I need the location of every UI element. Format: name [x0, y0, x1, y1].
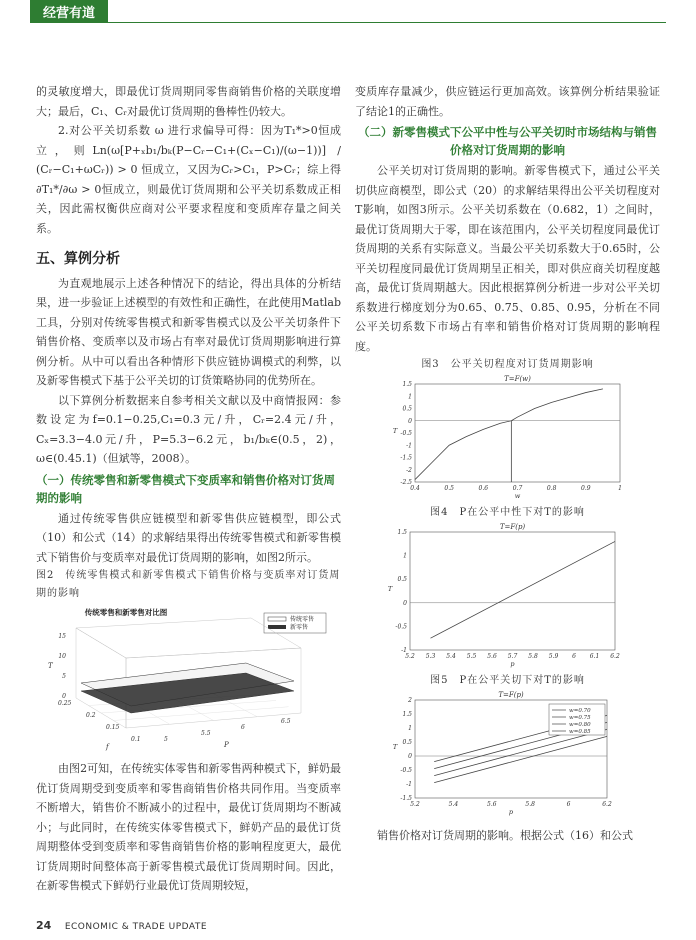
- subsection-heading: （二）新零售模式下公平中性与公平关切时市场结构与销售价格对订货周期的影响: [358, 125, 657, 157]
- paragraph: 变质库存量减少，供应链运行更加高效。该算例分析结果验证了结论1的正确性。: [355, 85, 660, 118]
- legend-label: w=0.80: [569, 722, 591, 728]
- x-tick-label: 5.9: [548, 653, 559, 660]
- y-axis-label: T: [392, 427, 398, 435]
- y-tick-label: -1: [401, 647, 407, 654]
- x-tick-label: 5.5: [466, 653, 477, 660]
- chart-title: T=F(p): [499, 523, 526, 531]
- y-tick-label: 0: [403, 599, 407, 607]
- y-tick-label: -1.5: [400, 454, 412, 462]
- paragraph: 销售价格对订货周期的影响。根据公式（16）和公式: [377, 829, 633, 842]
- y-tick-label: 5.5: [201, 730, 211, 737]
- paragraph: 以下算例分析数据来自参考相关文献以及中商情报网：参数设定为f=0.1−0.25,C₁=0.3元/升，Cᵣ=2.4元/升，Cₓ=3.3−4.0元/升，P=5.3−6.2元，b₁/bₖ∈(0.5，2)，ω∈(0.45.1)（但斌等，2008）。: [36, 393, 341, 465]
- x-tick-label: 6.2: [602, 801, 612, 808]
- y-tick-label: 0: [408, 417, 412, 425]
- y-tick-label: -1: [406, 442, 412, 450]
- chart-title: T=F(p): [498, 691, 524, 699]
- x-axis-label: p: [510, 660, 515, 668]
- y-tick-label: 1: [403, 552, 407, 560]
- z-tick-label: 15: [58, 633, 66, 640]
- x-tick-label: 5.8: [525, 801, 535, 808]
- x-tick-label: 1: [618, 485, 622, 492]
- z-tick-label: 10: [58, 653, 66, 660]
- x-tick-label: 5.6: [487, 801, 497, 808]
- x-tick-label: 5.7: [507, 653, 518, 660]
- right-column: [355, 82, 660, 846]
- y-tick-label: 0: [408, 753, 412, 760]
- x-tick-label: 5.3: [425, 653, 436, 660]
- y-tick-label: 2: [408, 697, 412, 704]
- x-tick-label: 0.2: [86, 712, 96, 719]
- y-tick-label: 1.5: [397, 529, 407, 536]
- figure-4-chart: [355, 522, 660, 672]
- paragraph: 2.对公平关切系数 ω 进行求偏导可得：因为T₁*>0恒成立，则Ln(ω[P+ₓb₁/bₖ(P−Cᵣ−C₁+(Cₓ−C₁)/(ω−1))] / (Cᵣ−C₁+ωCᵣ)) > 0 恒成立，又因为Cᵣ>C₁，P>Cᵣ；综上得 ∂T₁*/∂ω > 0恒成立，则最优订货周期和公平关切系数成正相关，因此需权衡供应商对公平要求程度和变质库存量之间关系。: [36, 124, 341, 235]
- header-rule: [30, 22, 666, 23]
- x-tick-label: 6: [566, 801, 571, 808]
- x-tick-label: 5.4: [448, 801, 459, 808]
- paragraph: 为直观地展示上述各种情况下的结论，得出具体的分析结果，进一步验证上述模型的有效性和正确性，在此使用Matlab工具，分别对传统零售模式和新零售模式以及公平关切条件下销售价格、变质率以及市场占有率对最优订货周期影响进行算例分析。从中可以看出各种情形下供应链协调模式的利弊，以及新零售模式下基于公平关切的订货策略协同的优势所在。: [36, 276, 341, 387]
- y-tick-label: 0.5: [402, 405, 412, 413]
- legend-label: w=0.70: [569, 708, 591, 714]
- subsection-heading: （一）传统零售和新零售模式下变质率和销售价格对订货周期的影响: [36, 472, 335, 505]
- y-tick-label: 1.5: [402, 711, 412, 718]
- x-axis-label: w: [514, 492, 521, 500]
- x-tick-label: 0.9: [581, 485, 591, 492]
- y-tick-label: -0.5: [400, 767, 412, 774]
- y-tick-label: 1: [408, 725, 412, 732]
- y-tick-label: 6.5: [281, 718, 291, 725]
- chart-title: T=F(w): [504, 375, 531, 383]
- y-tick-label: -1: [406, 781, 412, 788]
- x-axis-label: p: [508, 808, 514, 816]
- y-tick-label: 0.5: [402, 739, 412, 746]
- series-line: [434, 736, 607, 782]
- x-tick-label: 0.1: [131, 736, 141, 743]
- paragraph: 由图2可知，在传统实体零售和新零售两种模式下，鲜奶最优订货周期受到变质率和零售商销售价格共同作用。当变质率不断增大，销售价不断减小的过程中，最优订货周期均不断减小；与此同时，在传统实体零售模式下，鲜奶产品的最优订货周期整体受到变质率和零售商销售价格的影响程度更大，最优订货周期时间整体高于新零售模式最优订货周期时间。因此，在新零售模式下鲜奶行业最优订货周期较短，: [36, 762, 341, 892]
- legend-label: 传统零售: [290, 616, 315, 623]
- x-tick-label: 0.5: [444, 485, 454, 492]
- figure-2-chart: [36, 603, 341, 753]
- y-tick-label: 0.5: [397, 576, 407, 584]
- y-tick-label: -1.5: [400, 795, 412, 802]
- plot-frame: [410, 532, 615, 650]
- paragraph: 通过传统零售供应链模型和新零售供应链模型，即公式（10）和公式（14）的求解结果得出传统零售模式和新零售模式下销售价与变质率对最优订货周期的影响，如图2所示。: [36, 511, 341, 564]
- legend-label: w=0.75: [569, 715, 591, 721]
- figure-caption: 图2 传统零售模式和新零售模式下销售价格与变质率对订货周期的影响: [36, 570, 341, 599]
- plot-frame: [415, 384, 620, 482]
- paragraph: 公平关切对订货周期的影响。新零售模式下，通过公平关切供应商模型，即公式（20）的求解结果得出公平关切程度对T影响，如图3所示。公平关切系数在（0.682，1）之间时，最优订货周期大于零，即在该范围内，公平关切程度同最优订货周期的关系有实际意义。当最公平关切系数大于0.65时，公平关切程度同最优订货周期呈正相关，即对供应商关切程度越高，最优订货周期越大。因此根据算例分析进一步对公平关切系数进行梯度划分为0.65、0.75、0.85、0.95，分析在不同公平关切系数下市场占有率和销售价格对订货周期的影响程度。: [355, 164, 660, 353]
- y-tick-label: 5: [164, 736, 168, 743]
- x-tick-label: 0.4: [410, 485, 420, 492]
- x-tick-label: 5.2: [410, 801, 420, 808]
- x-tick-label: 5.2: [405, 653, 415, 660]
- column-tab: [30, 0, 108, 22]
- x-tick-label: 0.7: [512, 485, 523, 492]
- figure-5-chart: [355, 690, 660, 820]
- z-axis-label: T: [48, 662, 53, 670]
- legend-label: w=0.85: [569, 729, 591, 735]
- figure-caption: 图5 P在公平关切下对T的影响: [430, 675, 585, 686]
- series-line: [434, 729, 607, 775]
- x-tick-label: 6.2: [610, 653, 620, 660]
- y-tick-label: 1: [408, 393, 412, 401]
- x-tick-label: 5.6: [487, 653, 497, 660]
- y-axis-label: T: [387, 585, 393, 593]
- x-tick-label: 5.4: [446, 653, 456, 660]
- figure-caption: 图3 公平关切程度对订货周期影响: [421, 359, 594, 370]
- column-tab-label: 经营有道: [42, 5, 95, 21]
- y-tick-label: -0.5: [395, 623, 407, 631]
- chart-title: 传统零售和新零售对比图: [84, 608, 168, 617]
- x-tick-label: 6.1: [589, 653, 600, 660]
- y-tick-label: -2.5: [400, 479, 412, 486]
- z-tick-label: 5: [62, 673, 66, 680]
- x-tick-label: 0.25: [58, 700, 72, 707]
- y-tick-label: -0.5: [400, 430, 412, 437]
- z-tick-label: 0: [62, 693, 66, 700]
- x-tick-label: 0.15: [106, 724, 120, 731]
- y-tick-label: -2: [406, 466, 412, 474]
- paragraph: 的灵敏度增大，即最优订货周期同零售商销售价格的关联度增大；最后，C₁、Cᵣ对最优订货周期的鲁棒性仍较大。: [36, 85, 341, 118]
- legend-label: 新零售: [290, 624, 309, 631]
- x-tick-label: 0.8: [546, 485, 557, 492]
- page-footer: [36, 919, 207, 932]
- left-column: [36, 82, 341, 896]
- x-tick-label: 5.8: [528, 653, 538, 660]
- legend-swatch: [268, 617, 286, 621]
- series-line: [431, 541, 616, 638]
- legend-swatch: [268, 625, 286, 629]
- x-tick-label: 6: [572, 653, 576, 660]
- figure-caption: 图4 P在公平中性下对T的影响: [430, 507, 585, 518]
- y-axis-label: P: [224, 741, 229, 749]
- series-line: [415, 389, 603, 480]
- section-heading: 五、算例分析: [36, 251, 120, 267]
- y-axis-label: T: [392, 743, 398, 751]
- y-tick-label: 6: [241, 724, 245, 731]
- page-number: 24: [36, 919, 52, 932]
- x-axis-label: f: [106, 743, 109, 751]
- journal-name: ECONOMIC & TRADE UPDATE: [64, 922, 208, 932]
- x-tick-label: 0.6: [478, 485, 489, 492]
- y-tick-label: 1.5: [402, 381, 412, 388]
- figure-3-chart: [355, 374, 660, 504]
